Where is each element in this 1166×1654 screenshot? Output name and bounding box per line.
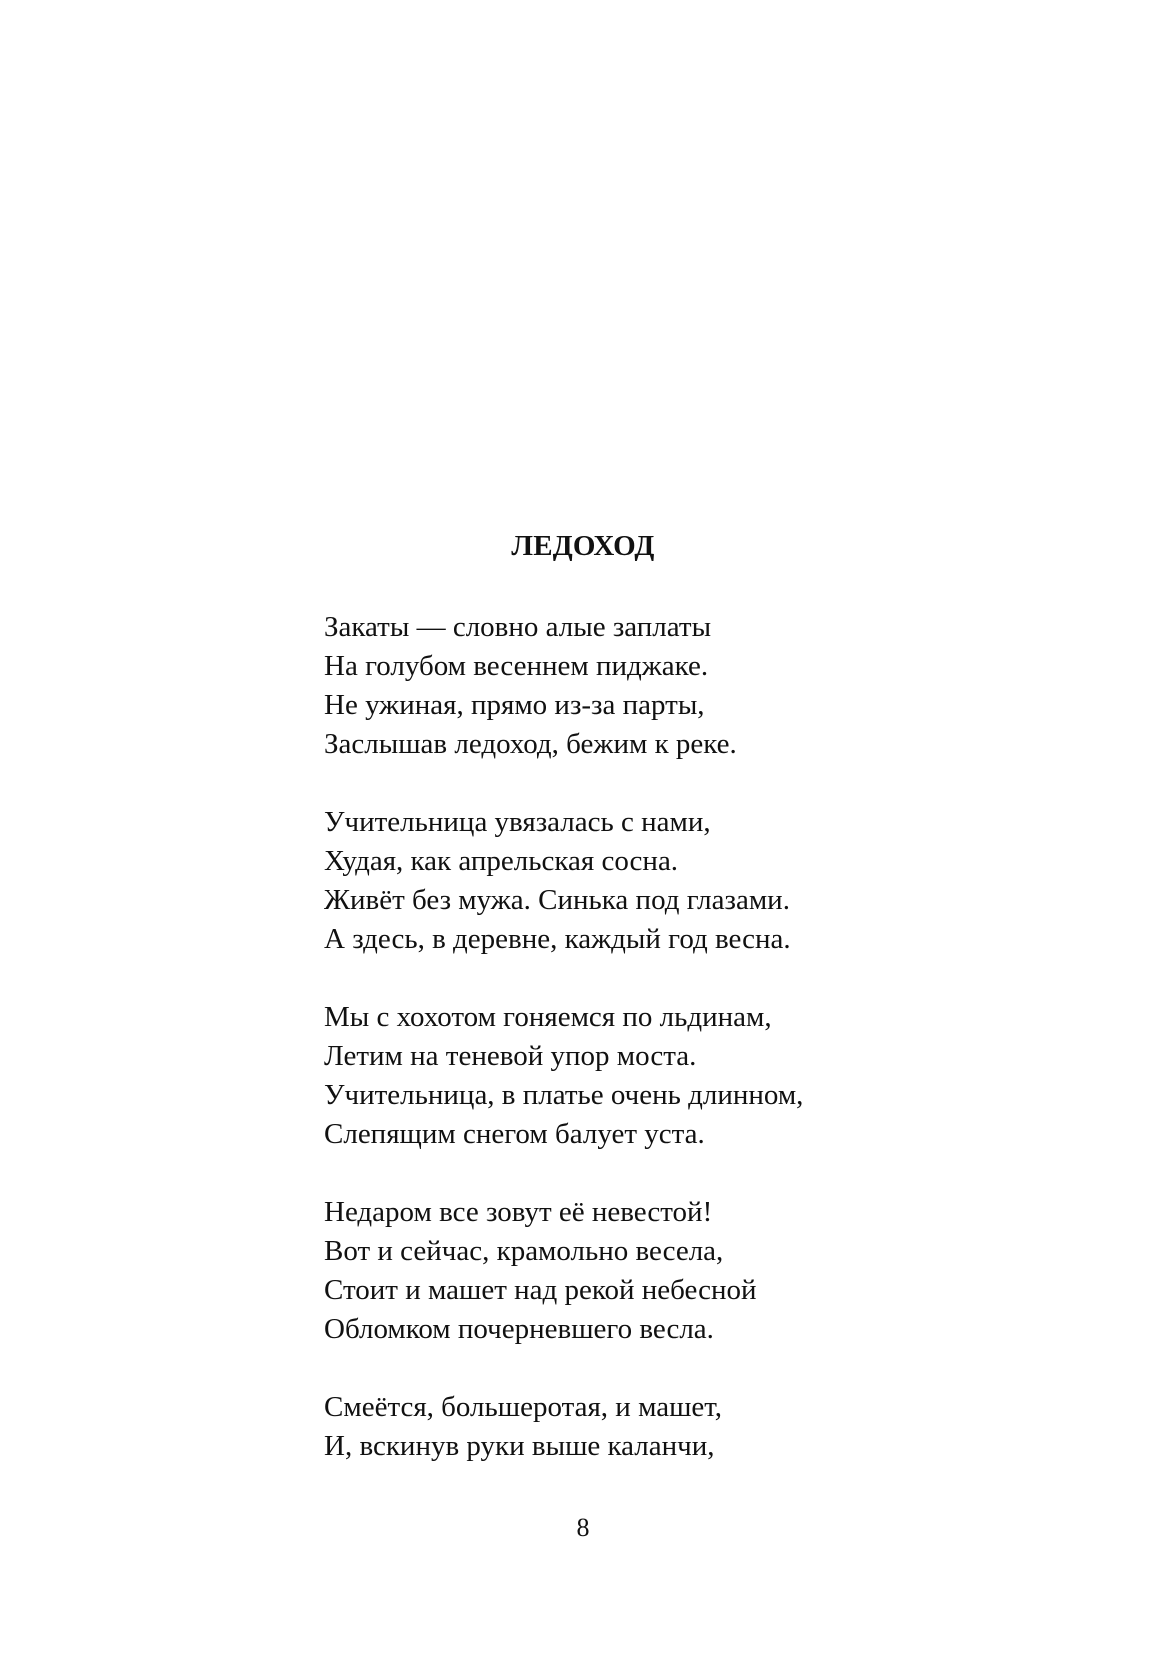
poem-line: Слепящим снегом балует уста. [324, 1118, 705, 1150]
stanza-5 [324, 1388, 1084, 1466]
poem-line: Худая, как апрельская сосна. [324, 845, 679, 877]
poem-line: Закаты — словно алые заплаты [324, 611, 712, 643]
poem-line: Учительница увязалась с нами, [324, 806, 711, 838]
poem-line: Вот и сейчас, крамольно весела, [324, 1235, 724, 1267]
poem-line: Смеётся, большеротая, и машет, [324, 1391, 723, 1423]
poem-title: ЛЕДОХОД [511, 530, 655, 562]
poem-line: И, вскинув руки выше каланчи, [324, 1430, 715, 1462]
page-number: 8 [576, 1513, 590, 1542]
poem-line: Обломком почерневшего весла. [324, 1313, 714, 1345]
poem-line: Живёт без мужа. Синька под глазами. [324, 884, 790, 916]
poem-line: Заслышав ледоход, бежим к реке. [324, 728, 737, 760]
poem-line: Стоит и машет над рекой небесной [324, 1274, 757, 1306]
poem-line: Недаром все зовут её невестой! [324, 1196, 713, 1228]
stanza-1 [324, 608, 1084, 764]
stanza-2 [324, 803, 1084, 959]
poem-line: Не ужиная, прямо из-за парты, [324, 689, 705, 721]
poem-body [324, 608, 1084, 1466]
poem-line: На голубом весеннем пиджаке. [324, 650, 709, 682]
poem-line: Летим на теневой упор моста. [324, 1040, 697, 1072]
poem-line: Учительница, в платье очень длинном, [324, 1079, 804, 1111]
stanza-3 [324, 998, 1084, 1154]
stanza-4 [324, 1193, 1084, 1349]
poem-line: Мы с хохотом гоняемся по льдинам, [324, 1001, 772, 1033]
poem-line: А здесь, в деревне, каждый год весна. [324, 923, 791, 955]
